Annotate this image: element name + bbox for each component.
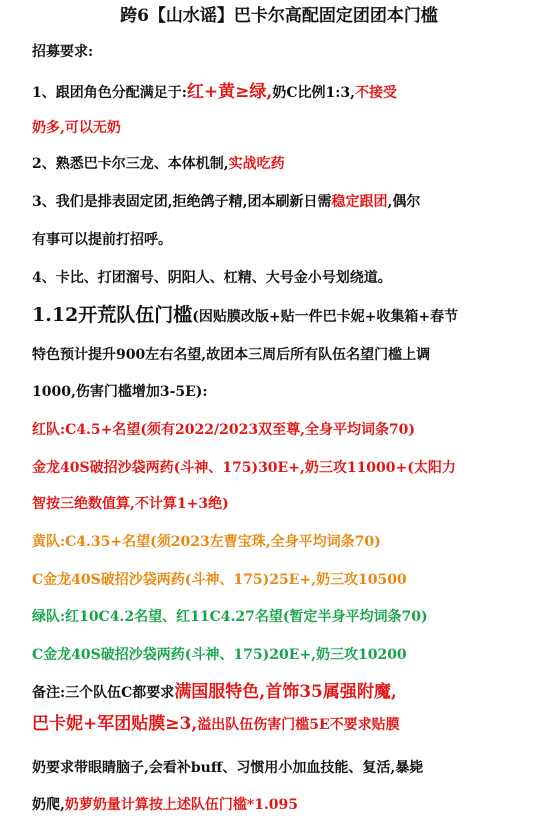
remark-highlight-3: 溢出队伍伤害门槛5E不要求贴膜: [197, 717, 400, 733]
red-team-line-2: 金龙40S破招沙袋两药(斗神、175)30E+,奶三攻11000+(太阳力: [32, 460, 456, 476]
notice-heading: 1.12开荒队伍门槛: [32, 304, 193, 326]
section-heading: 招募要求:: [32, 44, 94, 60]
requirement-3-line-2: 有事可以提前打招呼。: [32, 232, 172, 248]
red-team-line-1: 红队:C4.5+名望(须有2022/2023双至尊,全身平均词条70): [32, 422, 416, 438]
notice-line-3: 1000,伤害门槛增加3-5E):: [32, 384, 208, 400]
remark-highlight-4: 奶萝奶量计算按上述队伍门槛*1.095: [64, 797, 299, 813]
requirement-3-line-1: [32, 192, 548, 212]
requirement-1-line-2: 奶多,可以无奶: [32, 120, 121, 136]
requirement-2: [32, 154, 548, 174]
remark-line-4: [32, 795, 548, 815]
notice-detail: (因贴膜改版+贴一件巴卡妮+收集箱+春节: [192, 309, 459, 325]
page-title: 跨6【山水谣】巴卡尔高配固定团团本门槛: [120, 6, 438, 26]
green-team-line-1: 绿队:红10C4.2名望、红11C4.27名望(暂定半身平均词条70): [32, 609, 428, 625]
requirement-1-heal-ratio: 奶C比例1:3,: [272, 85, 356, 101]
requirement-1-text: 1、跟团角色分配满足于:: [32, 85, 187, 101]
requirement-4: 4、卡比、打团溜号、阴阳人、杠精、大号金小号划绕道。: [32, 270, 392, 286]
remark-line-2: [32, 714, 548, 735]
requirement-3-highlight: 稳定跟团: [331, 194, 388, 210]
remark-text-2: 奶爬,: [32, 797, 65, 813]
red-team-line-3: 智按三绝数值算,不计算1+3绝): [32, 496, 229, 512]
remark-highlight-1: 满国服特色,首饰35属强附魔,: [174, 682, 397, 702]
notice-line-2: 特色预计提升900左右名望,故团本三周后所有队伍名望门槛上调: [32, 347, 431, 363]
yellow-team-line-1: 黄队:C4.35+名望(须2023左曹宝珠,全身平均词条70): [32, 534, 381, 550]
remark-line-3: 奶要求带眼睛脑子,会看补buff、习惯用小加血技能、复活,暴毙: [32, 760, 424, 776]
requirement-1-warning: 不接受: [355, 85, 398, 101]
requirement-2-highlight: 实战吃药: [228, 156, 285, 172]
requirement-3-text: 3、我们是排表固定团,拒绝鸽子精,团本刷新日需: [32, 194, 332, 210]
requirement-2-text: 2、熟悉巴卡尔三龙、本体机制,: [32, 156, 229, 172]
green-team-line-2: C金龙40S破招沙袋两药(斗神、175)20E+,奶三攻10200: [32, 647, 407, 663]
remark-text: 备注:三个队伍C都要求: [32, 685, 175, 701]
yellow-team-line-2: C金龙40S破招沙袋两药(斗神、175)25E+,奶三攻10500: [32, 572, 407, 588]
notice-line-1: [32, 305, 548, 327]
remark-highlight-2: 巴卡妮+军团贴膜≥3,: [32, 714, 198, 734]
requirement-3-tail: ,偶尔: [387, 194, 421, 210]
requirement-1-ratio: 红+黄≥绿,: [186, 82, 273, 102]
requirement-1-line-1: [32, 82, 548, 103]
remark-line-1: [32, 682, 548, 703]
